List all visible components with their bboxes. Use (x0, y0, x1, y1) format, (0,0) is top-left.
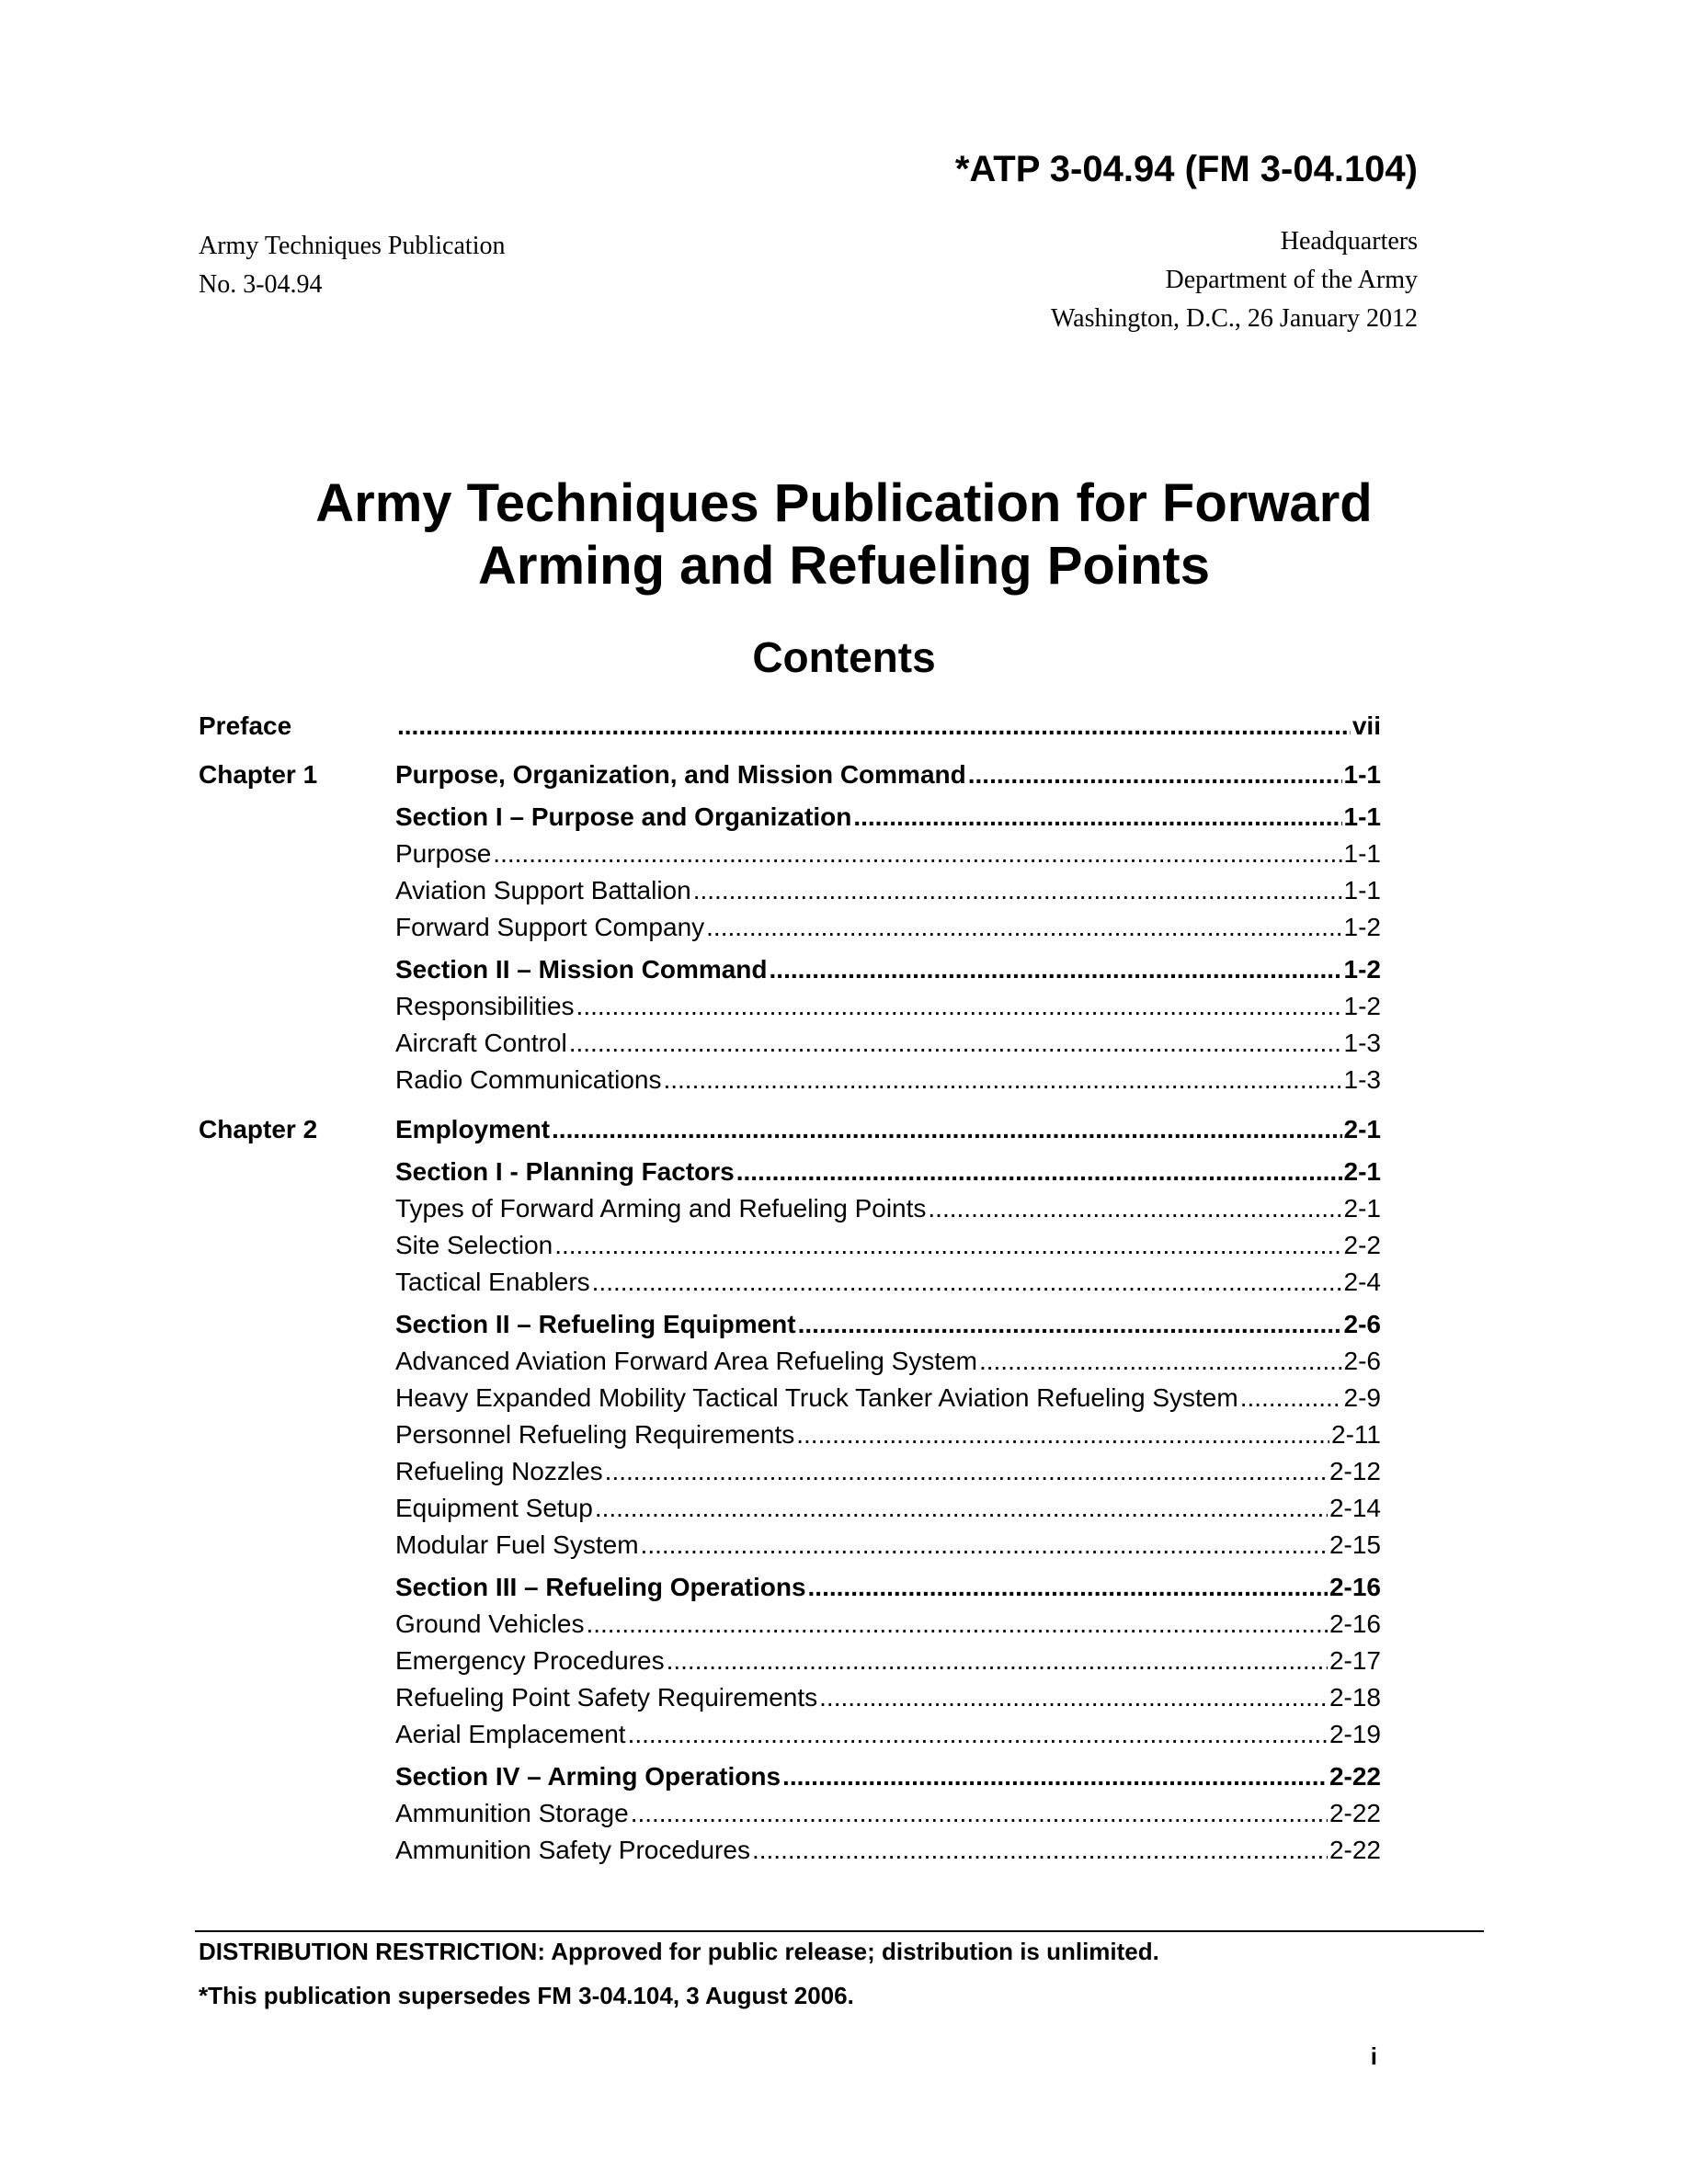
toc-entry-text: Forward Support Company (395, 913, 705, 941)
toc-entry[interactable] (395, 876, 1381, 905)
toc-leader-dots (782, 1762, 1328, 1792)
toc-page: 1-3 (1343, 1065, 1381, 1094)
issuer-headquarters: Headquarters (1280, 227, 1418, 256)
toc-entry-text: Purpose, Organization, and Mission Command (395, 760, 966, 789)
toc-entry[interactable] (395, 913, 1381, 942)
contents-heading: Contents (752, 633, 936, 681)
toc-entry-text: Radio Communications (395, 1065, 662, 1094)
toc-page: vii (1352, 711, 1381, 740)
footer-divider (195, 1930, 1484, 1932)
toc-leader-dots (493, 839, 1341, 869)
toc-entry-text: Purpose (395, 839, 492, 868)
toc-entry-text: Tactical Enablers (395, 1268, 590, 1296)
distribution-restriction: DISTRIBUTION RESTRICTION: Approved for public release; distribution is unlimited. (199, 1938, 1159, 1965)
toc-entry-text: Section I - Planning Factors (395, 1157, 735, 1186)
toc-leader-dots (706, 913, 1341, 942)
toc-page: 1-2 (1343, 992, 1381, 1020)
toc-page: 1-1 (1343, 876, 1381, 904)
toc-entry[interactable] (395, 1115, 1381, 1144)
toc-page: 2-1 (1343, 1115, 1381, 1143)
issue-place-date: Washington, D.C., 26 January 2012 (1050, 304, 1418, 333)
toc-chapter-2-label: Chapter 2 (199, 1115, 318, 1143)
toc-entry[interactable] (395, 1268, 1381, 1297)
toc-entry[interactable] (395, 1799, 1381, 1828)
toc-leader-dots (641, 1530, 1328, 1560)
toc-page: 2-9 (1343, 1383, 1381, 1412)
issuer-department: Department of the Army (1165, 266, 1418, 294)
toc-entry-text: Ammunition Safety Procedures (395, 1836, 750, 1864)
toc-entry[interactable] (395, 802, 1381, 832)
publication-type: Army Techniques Publication (199, 232, 506, 260)
toc-leader-dots (853, 802, 1341, 832)
toc-leader-dots (928, 1194, 1341, 1223)
toc-leader-dots (554, 1231, 1341, 1260)
toc-entry-text: Aviation Support Battalion (395, 876, 691, 904)
toc-entry-text: Heavy Expanded Mobility Tactical Truck Tanker Aviation Refueling System (395, 1383, 1238, 1412)
toc-entry-text: Modular Fuel System (395, 1530, 639, 1559)
toc-page: 2-17 (1329, 1646, 1381, 1675)
toc-leader-dots (569, 1029, 1342, 1058)
toc-entry-text: Section IV – Arming Operations (395, 1762, 781, 1791)
toc-leader-dots (592, 1268, 1342, 1297)
toc-preface-entry[interactable] (395, 711, 1381, 741)
toc-leader-dots (770, 955, 1342, 984)
toc-entry-text: Responsibilities (395, 992, 575, 1020)
toc-page: 2-22 (1329, 1799, 1381, 1827)
toc-page: 1-1 (1343, 760, 1381, 789)
toc-page: 2-22 (1329, 1762, 1381, 1791)
toc-entry[interactable] (395, 955, 1381, 984)
toc-entry-text: Ammunition Storage (395, 1799, 629, 1827)
toc-entry[interactable] (395, 1762, 1381, 1792)
toc-page: 2-1 (1343, 1194, 1381, 1223)
toc-entry-text: Emergency Procedures (395, 1646, 665, 1675)
toc-page: 2-14 (1329, 1494, 1381, 1522)
toc-leader-dots (595, 1494, 1328, 1523)
toc-entry-text: Personnel Refueling Requirements (395, 1420, 795, 1449)
toc-page: 2-2 (1343, 1231, 1381, 1259)
toc-page: 1-2 (1343, 955, 1381, 984)
toc-leader-dots (736, 1157, 1342, 1187)
toc-entry-text: Types of Forward Arming and Refueling Points (395, 1194, 927, 1223)
toc-page: 1-3 (1343, 1029, 1381, 1057)
toc-leader-dots (979, 1347, 1342, 1376)
toc-page: 2-4 (1343, 1268, 1381, 1296)
toc-entry-text: Refueling Nozzles (395, 1457, 603, 1485)
toc-leader-dots (576, 992, 1342, 1021)
document-title-line-1: Army Techniques Publication for Forward (315, 473, 1373, 533)
toc-entry-text: Section III – Refueling Operations (395, 1573, 806, 1601)
toc-page: 2-22 (1329, 1836, 1381, 1864)
toc-page: 2-6 (1343, 1310, 1381, 1338)
toc-page: 2-6 (1343, 1347, 1381, 1375)
toc-entry-text: Section II – Mission Command (395, 955, 768, 984)
toc-entry[interactable] (395, 1494, 1381, 1523)
toc-leader-dots (397, 711, 1351, 741)
toc-leader-dots (631, 1799, 1328, 1828)
toc-page: 2-16 (1329, 1573, 1381, 1601)
toc-leader-dots (605, 1457, 1328, 1486)
toc-entry[interactable] (395, 1610, 1381, 1639)
publication-id: *ATP 3-04.94 (FM 3-04.104) (954, 149, 1418, 189)
toc-entry[interactable] (395, 992, 1381, 1021)
toc-page: 2-18 (1329, 1683, 1381, 1712)
toc-entry[interactable] (395, 839, 1381, 869)
toc-entry[interactable] (395, 1065, 1381, 1095)
toc-leader-dots (552, 1115, 1342, 1144)
toc-entry-text: Site Selection (395, 1231, 553, 1259)
toc-leader-dots (796, 1420, 1329, 1450)
toc-page: 2-12 (1329, 1457, 1381, 1485)
toc-leader-dots (667, 1646, 1328, 1676)
toc-leader-dots (798, 1310, 1342, 1339)
toc-leader-dots (819, 1683, 1328, 1712)
toc-entry[interactable] (395, 760, 1381, 790)
toc-entry-text: Aircraft Control (395, 1029, 567, 1057)
toc-page: 1-1 (1343, 802, 1381, 831)
toc-entry[interactable] (395, 1157, 1381, 1187)
toc-entry-text: Equipment Setup (395, 1494, 593, 1522)
toc-page: 2-19 (1329, 1720, 1381, 1748)
toc-entry[interactable] (395, 1720, 1381, 1749)
toc-page: 2-15 (1329, 1530, 1381, 1559)
publication-number: No. 3-04.94 (199, 270, 323, 299)
toc-entry[interactable] (395, 1573, 1381, 1602)
toc-entry[interactable] (395, 1194, 1381, 1223)
toc-page: 2-16 (1329, 1610, 1381, 1638)
toc-entry-text: Section I – Purpose and Organization (395, 802, 852, 831)
toc-entry-text: Advanced Aviation Forward Area Refueling System (395, 1347, 977, 1375)
toc-chapter-1-label: Chapter 1 (199, 760, 318, 789)
toc-preface-label: Preface (199, 711, 292, 740)
toc-entry-text: Aerial Emplacement (395, 1720, 626, 1748)
toc-page: 1-1 (1343, 839, 1381, 868)
toc-leader-dots (628, 1720, 1328, 1749)
toc-entry-text: Employment (395, 1115, 551, 1143)
toc-entry-text: Refueling Point Safety Requirements (395, 1683, 818, 1712)
toc-leader-dots (693, 876, 1342, 905)
toc-entry[interactable] (395, 1231, 1381, 1260)
toc-leader-dots (808, 1573, 1328, 1602)
toc-entry[interactable] (395, 1457, 1381, 1486)
toc-leader-dots (968, 760, 1342, 790)
toc-leader-dots (663, 1065, 1341, 1095)
page-number: i (1370, 2042, 1377, 2070)
toc-page: 2-11 (1331, 1420, 1381, 1449)
toc-entry[interactable] (395, 1530, 1381, 1560)
toc-entry-text: Section II – Refueling Equipment (395, 1310, 796, 1338)
toc-entry[interactable] (395, 1383, 1381, 1413)
toc-entry[interactable] (395, 1420, 1381, 1450)
toc-entry[interactable] (395, 1029, 1381, 1058)
toc-leader-dots (752, 1836, 1328, 1865)
toc-entry-text: Ground Vehicles (395, 1610, 585, 1638)
toc-entry[interactable] (395, 1646, 1381, 1676)
toc-leader-dots (1240, 1383, 1342, 1413)
toc-entry[interactable] (395, 1310, 1381, 1339)
document-title-line-2: Arming and Refueling Points (478, 536, 1210, 596)
supersedes-note: *This publication supersedes FM 3-04.104, 3 August 2006. (199, 1982, 854, 2009)
toc-page: 1-2 (1343, 913, 1381, 941)
toc-entry[interactable] (395, 1836, 1381, 1865)
toc-entry[interactable] (395, 1347, 1381, 1376)
toc-page: 2-1 (1343, 1157, 1381, 1186)
toc-leader-dots (586, 1610, 1327, 1639)
toc-entry[interactable] (395, 1683, 1381, 1712)
